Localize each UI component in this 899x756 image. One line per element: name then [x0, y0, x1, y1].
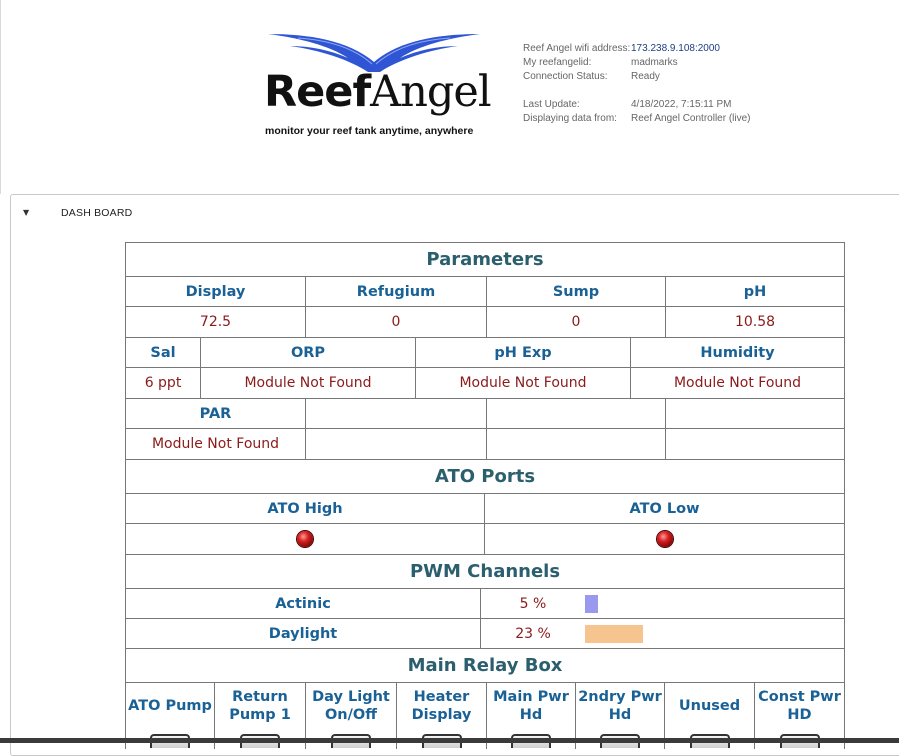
param-header-sal: Sal: [126, 338, 201, 367]
red-led-icon: [657, 531, 673, 547]
param-header-par: PAR: [126, 399, 306, 428]
wifi-address-link[interactable]: 173.238.9.108:2000: [631, 43, 720, 54]
ato-ports-title: ATO Ports: [125, 459, 845, 493]
relay-port-label: Heater Display: [397, 683, 487, 729]
ato-header-row: [125, 493, 845, 523]
pwm-daylight-label: Daylight: [126, 619, 481, 648]
ato-low-label: ATO Low: [629, 500, 700, 517]
logo-tagline: monitor your reef tank anytime, anywhere: [265, 125, 474, 137]
ato-high-status: [126, 524, 485, 554]
pwm-row-daylight: [125, 618, 845, 648]
param-value-empty: [666, 429, 844, 459]
relay-port-label: Unused: [665, 683, 755, 729]
wings-icon: [268, 32, 480, 72]
relay-header-row: [125, 682, 845, 729]
pwm-daylight-percent: 23 %: [515, 625, 551, 642]
param-header-refugium: Refugium: [306, 277, 487, 306]
relay-port-label: Day Light On/Off: [306, 683, 397, 729]
caret-down-icon[interactable]: ▼: [23, 208, 30, 217]
relay-port-label: Return Pump 1: [215, 683, 306, 729]
param-value-humidity: Module Not Found: [673, 375, 802, 391]
pwm-daylight-bar: [585, 625, 643, 643]
pwm-channels-title: PWM Channels: [125, 554, 845, 588]
parameters-value-row-2: [125, 367, 845, 398]
reef-angel-logo: [258, 32, 491, 142]
ato-low-status: [485, 524, 844, 554]
param-header-ph-exp: pH Exp: [416, 338, 631, 367]
ato-status-row: [125, 523, 845, 554]
param-value-orp: Module Not Found: [201, 368, 416, 398]
relay-port-label: ATO Pump: [126, 683, 215, 729]
relay-port-label: Const Pwr HD: [758, 689, 841, 723]
logo-wordmark: ReefAngel: [264, 67, 491, 117]
param-value-refugium: 0: [306, 307, 487, 337]
parameters-header-row-3: [125, 398, 845, 428]
main-relay-box-title: Main Relay Box: [125, 648, 845, 682]
red-led-icon: [297, 531, 313, 547]
pwm-actinic-value: [481, 589, 844, 618]
param-header-display: Display: [126, 277, 306, 306]
param-value-ph: 10.58: [734, 314, 776, 330]
param-value-empty: [487, 429, 666, 459]
param-value-par: Module Not Found: [126, 429, 306, 459]
horizontal-scrollbar[interactable]: [0, 738, 899, 743]
ato-high-label: ATO High: [126, 494, 485, 523]
param-header-humidity: Humidity: [700, 344, 775, 361]
left-divider: [0, 0, 1, 194]
pwm-actinic-bar: [585, 595, 598, 613]
param-header-ph: pH: [743, 283, 767, 300]
parameters-title: Parameters: [125, 242, 845, 276]
param-header-empty: [487, 399, 666, 428]
param-value-sump: 0: [487, 307, 666, 337]
dashboard-title[interactable]: DASH BOARD: [61, 207, 133, 219]
pwm-row-actinic: [125, 588, 845, 618]
relay-port-label: Main Pwr Hd: [487, 683, 576, 729]
param-value-display: 72.5: [126, 307, 306, 337]
param-header-empty: [306, 399, 487, 428]
param-header-sump: Sump: [487, 277, 666, 306]
parameters-header-row-2: [125, 337, 845, 367]
relay-port-label: 2ndry Pwr Hd: [576, 683, 665, 729]
parameters-value-row: [125, 306, 845, 337]
param-header-orp: ORP: [201, 338, 416, 367]
pwm-actinic-percent: 5 %: [519, 595, 547, 612]
param-header-empty: [666, 399, 844, 428]
parameters-value-row-3: [125, 428, 845, 459]
dashboard-grid: [125, 242, 845, 749]
parameters-header-row: [125, 276, 845, 306]
param-value-sal: 6 ppt: [126, 368, 201, 398]
pwm-daylight-value: [481, 619, 844, 648]
pwm-actinic-label: Actinic: [126, 589, 481, 618]
param-value-empty: [306, 429, 487, 459]
param-value-ph-exp: Module Not Found: [416, 368, 631, 398]
